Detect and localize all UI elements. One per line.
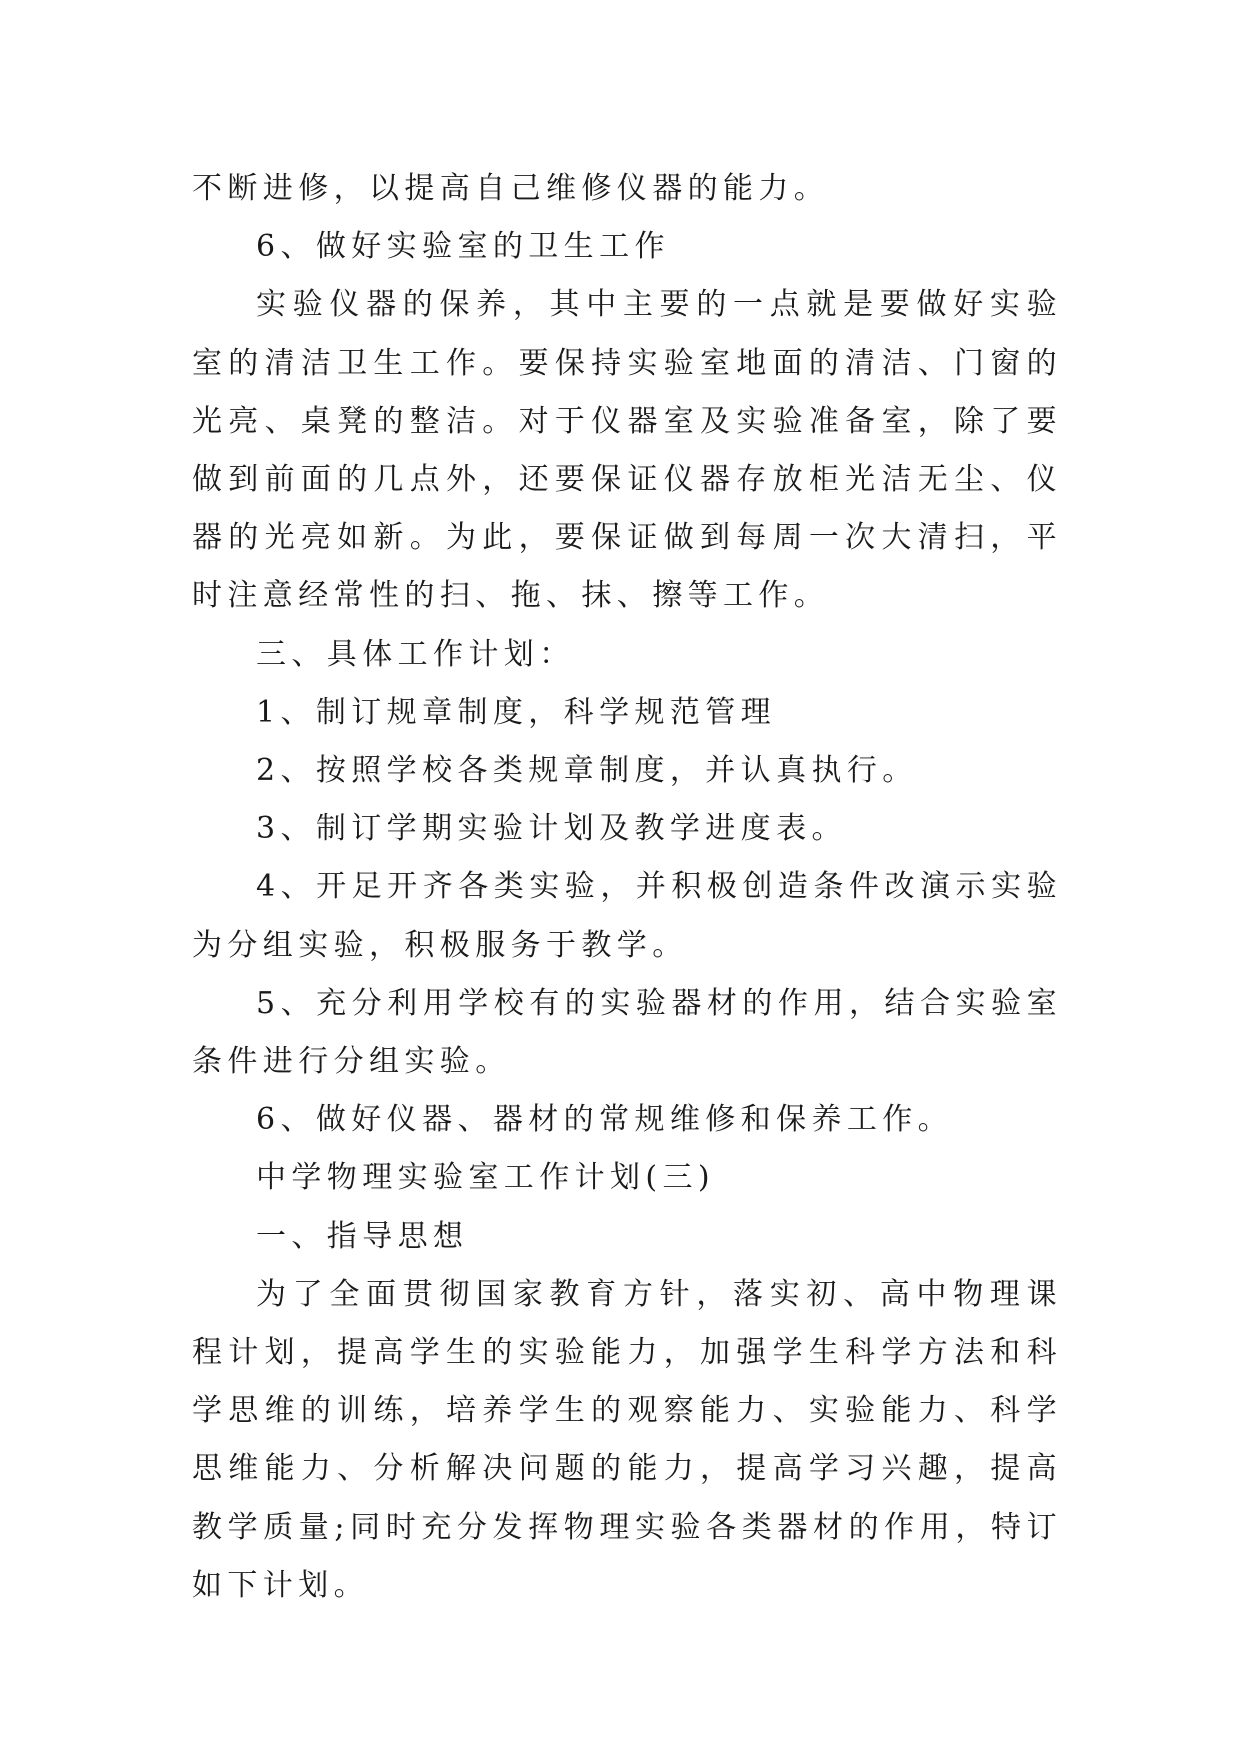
document-subtitle: 中学物理实验室工作计划(三) <box>256 1160 716 1196</box>
paragraph-1: 不断进修，以提高自己维修仪器的能力。 <box>192 171 830 206</box>
document-page <box>192 160 1062 1615</box>
paragraph-guiding-body: 为了全面贯彻国家教育方针，落实初、高中物理课程计划，提高学生的实验能力，加强学生科学方法和科学思维的训练，培养学生的观察能力、实验能力、科学思维能力、分析解决问题的能力，提高学习兴趣，提高教学质量;同时充分发挥物理实验各类器材的作用，特订如下计划。 <box>192 1276 1062 1603</box>
paragraph-2: 6、做好实验室的卫生工作 <box>256 229 670 265</box>
list-item-2: 2、按照学校各类规章制度，并认真执行。 <box>256 753 918 789</box>
section-heading-guiding: 一、指导思想 <box>256 1218 469 1254</box>
list-item-4: 4、开足开齐各类实验，并积极创造条件改演示实验为分组实验，积极服务于教学。 <box>192 869 1062 963</box>
paragraph-3: 实验仪器的保养，其中主要的一点就是要做好实验室的清洁卫生工作。要保持实验室地面的清洁、门窗的光亮、桌凳的整洁。对于仪器室及实验准备室，除了要做到前面的几点外，还要保证仪器存放柜光洁无尘、仪器的光亮如新。为此，要保证做到每周一次大清扫，平时注意经常性的扫、拖、抹、擦等工作。 <box>192 287 1062 614</box>
list-item-3: 3、制订学期实验计划及教学进度表。 <box>256 811 847 847</box>
list-item-5: 5、充分利用学校有的实验器材的作用，结合实验室条件进行分组实验。 <box>192 985 1062 1080</box>
list-item-6: 6、做好仪器、器材的常规维修和保养工作。 <box>256 1102 954 1138</box>
section-heading-plan: 三、具体工作计划： <box>256 636 575 672</box>
list-item-1: 1、制订规章制度，科学规范管理 <box>256 694 777 730</box>
